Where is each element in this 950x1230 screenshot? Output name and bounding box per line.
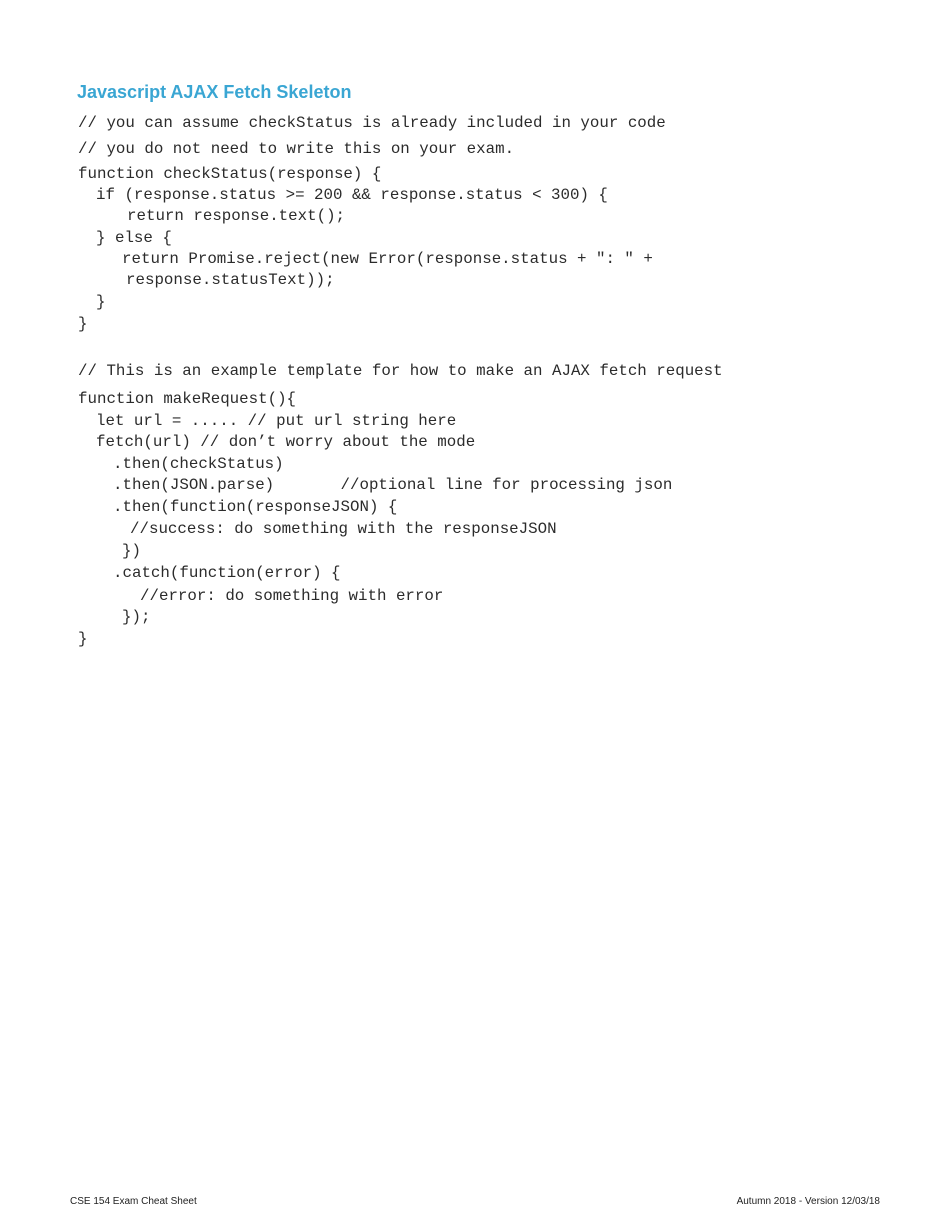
footer-right-text: Autumn 2018 - Version 12/03/18 — [736, 1196, 880, 1207]
code-line: //error: do something with error — [140, 587, 444, 605]
code-line: return Promise.reject(new Error(response.status + ": " + — [122, 250, 653, 268]
code-line: let url = ..... // put url string here — [96, 412, 457, 430]
code-line: //success: do something with the responseJSON — [130, 520, 557, 538]
code-line: response.statusText)); — [126, 271, 335, 289]
code-line: .then(JSON.parse) //optional line for processing json — [113, 476, 673, 494]
code-line: } else { — [96, 229, 172, 247]
code-line: .then(checkStatus) — [113, 455, 284, 473]
code-line: // you can assume checkStatus is already included in your code — [78, 114, 666, 132]
code-line: // you do not need to write this on your exam. — [78, 140, 515, 158]
code-line: .then(function(responseJSON) { — [113, 498, 398, 516]
code-line: }); — [122, 608, 151, 626]
code-line: // This is an example template for how to make an AJAX fetch request — [78, 362, 723, 380]
code-line: function checkStatus(response) { — [78, 165, 382, 183]
code-line: .catch(function(error) { — [113, 564, 341, 582]
code-line: if (response.status >= 200 && response.status < 300) { — [96, 186, 608, 204]
code-line: } — [96, 293, 106, 311]
code-line: } — [78, 315, 88, 333]
section-title: Javascript AJAX Fetch Skeleton — [77, 82, 352, 102]
code-line: } — [78, 630, 88, 648]
code-line: }) — [122, 542, 141, 560]
footer-left-text: CSE 154 Exam Cheat Sheet — [70, 1196, 197, 1207]
code-line: fetch(url) // don’t worry about the mode — [96, 433, 476, 451]
code-line: return response.text(); — [127, 207, 346, 225]
code-line: function makeRequest(){ — [78, 390, 297, 408]
